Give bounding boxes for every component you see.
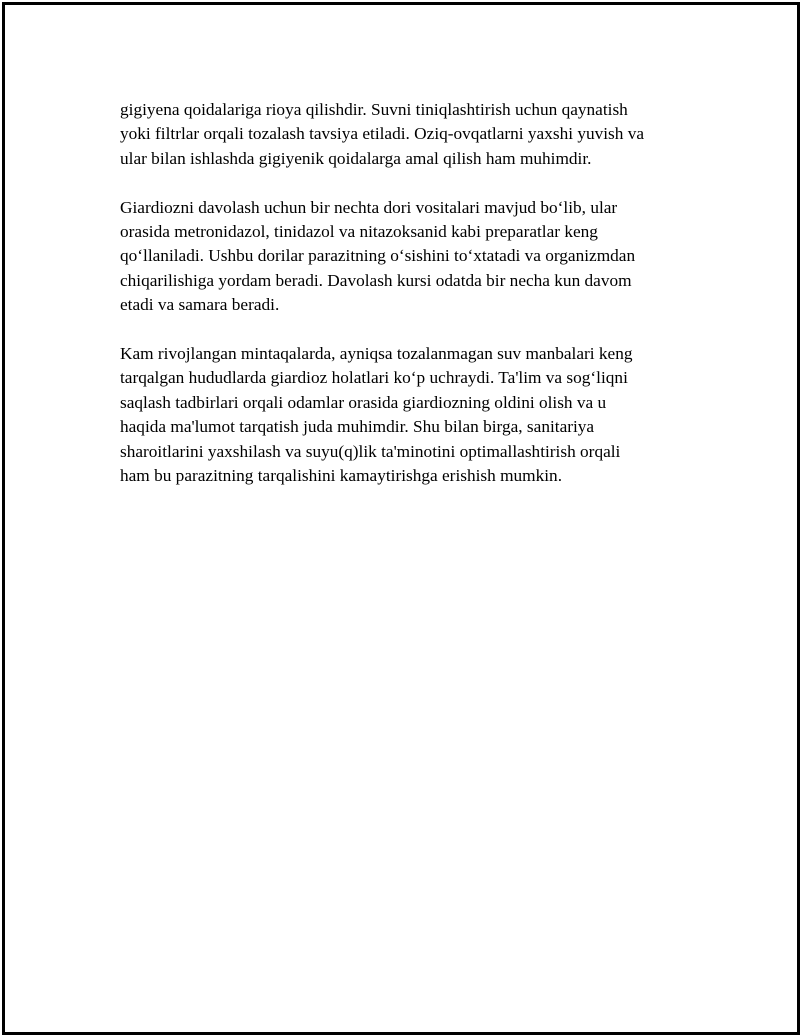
- text-line: ular bilan ishlashda gigiyenik qoidalarga amal qilish ham muhimdir.: [120, 148, 592, 168]
- paragraph-hygiene: [120, 98, 700, 171]
- text-line: sharoitlarini yaxshilash va suyu(q)lik ta'minotini optimallashtirish orqali: [120, 441, 621, 461]
- text-line: saqlash tadbirlari orqali odamlar orasida giardiozning oldini olish va u: [120, 392, 607, 412]
- paragraph-treatment: [120, 196, 700, 318]
- document-body: [120, 98, 700, 513]
- text-line: Giardiozni davolash uchun bir nechta dori vositalari mavjud bo‘lib, ular: [120, 197, 618, 217]
- text-line: qo‘llaniladi. Ushbu dorilar parazitning o‘sishini to‘xtatadi va organizmdan: [120, 246, 636, 266]
- text-line: orasida metronidazol, tinidazol va nitazoksanid kabi preparatlar keng: [120, 222, 598, 242]
- text-line: tarqalgan hududlarda giardioz holatlari ko‘p uchraydi. Ta'lim va sog‘liqni: [120, 368, 628, 388]
- text-line: ham bu parazitning tarqalishini kamaytirishga erishish mumkin.: [120, 466, 563, 486]
- text-line: haqida ma'lumot tarqatish juda muhimdir. Shu bilan birga, sanitariya: [120, 417, 595, 437]
- text-line: Kam rivojlangan mintaqalarda, ayniqsa tozalanmagan suv manbalari keng: [120, 344, 633, 364]
- text-line: gigiyena qoidalariga rioya qilishdir. Suvni tiniqlashtirish uchun qaynatish: [120, 100, 628, 119]
- text-line: chiqarilishiga yordam beradi. Davolash kursi odatda bir necha kun davom: [120, 270, 632, 290]
- text-line: etadi va samara beradi.: [120, 295, 280, 315]
- text-line: yoki filtrlar orqali tozalash tavsiya etiladi. Oziq-ovqatlarni yaxshi yuvish va: [120, 124, 645, 144]
- page-frame: [2, 2, 800, 1035]
- paragraph-prevalence: [120, 342, 700, 488]
